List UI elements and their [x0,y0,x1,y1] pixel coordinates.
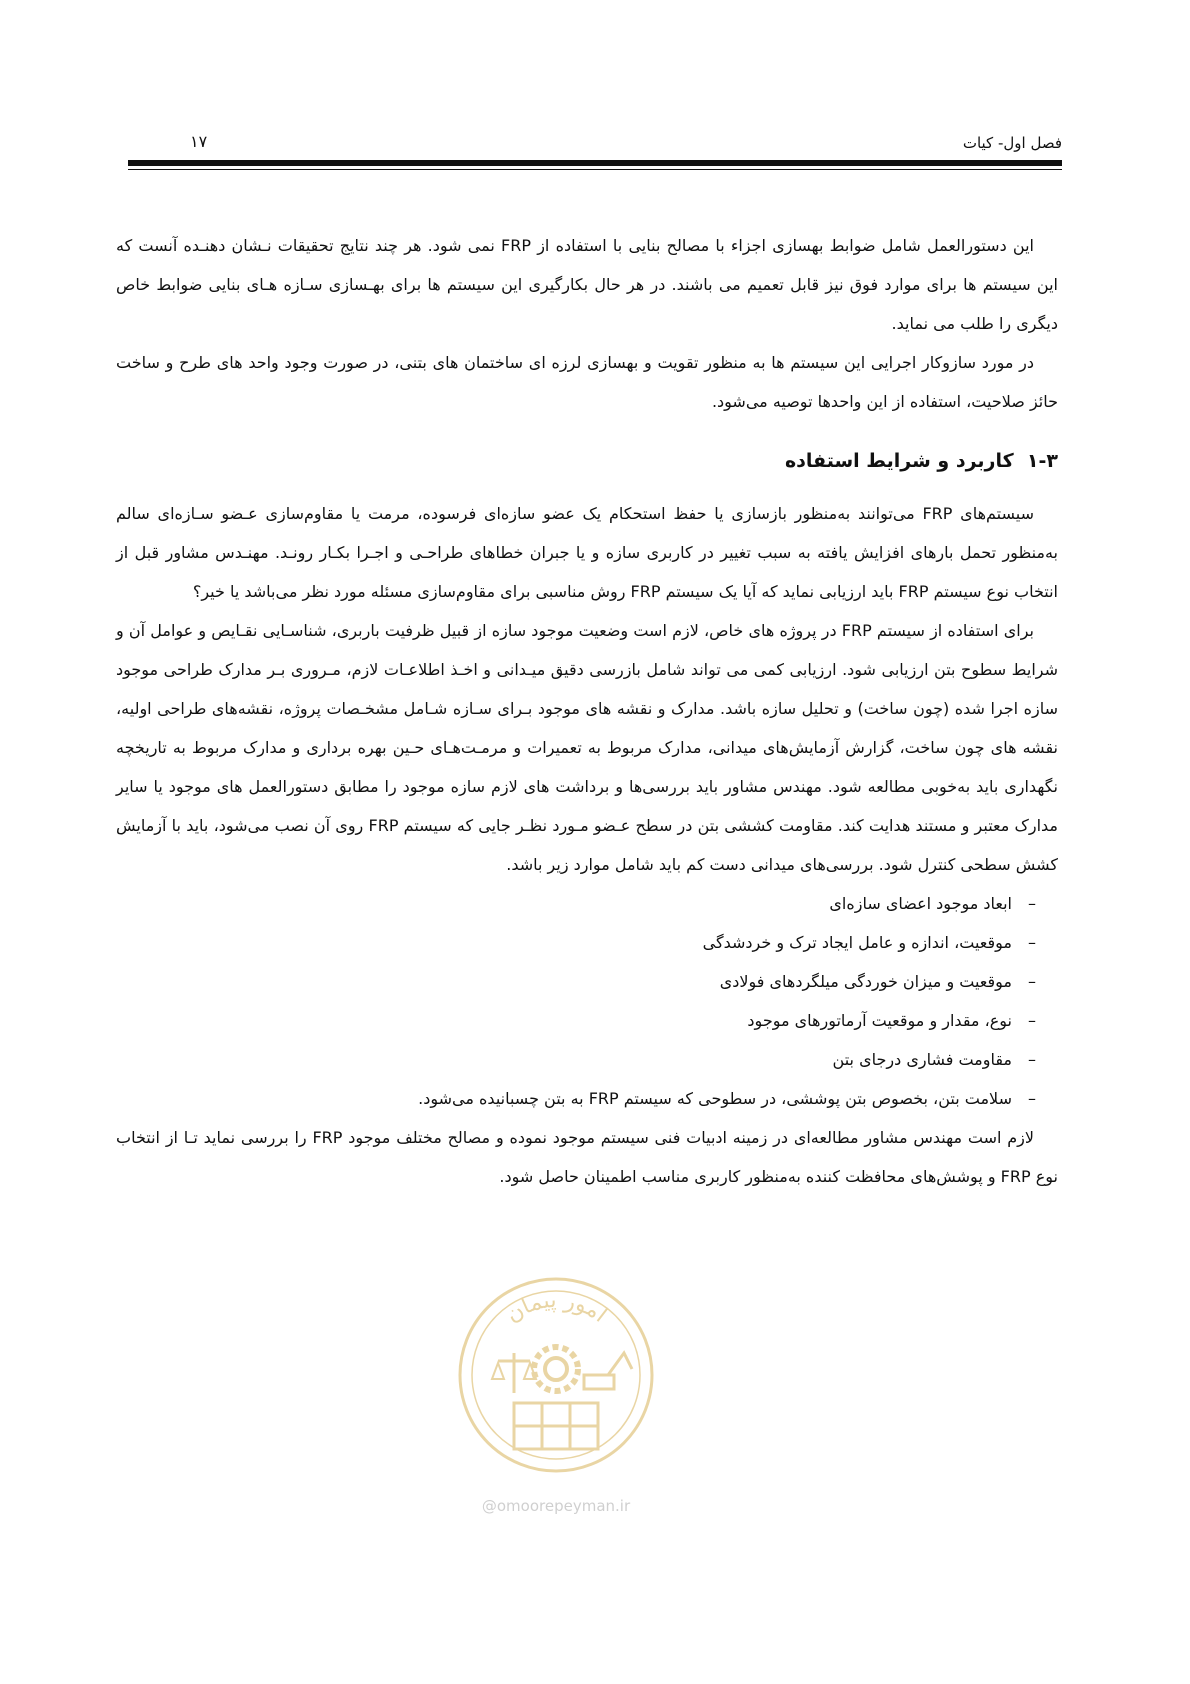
paragraph: این دستورالعمل شامل ضوابط بهسازی اجزاء با مصالح بنایی با استفاده از FRP نمی شود. هر چند نتایج تحقیقات نـشان دهنـده آنست که این سیستم ها برای موارد فوق نیز قابل تعمیم می باشند. در هر حال بکارگیری این سیستم ها برای بهـسازی سـازه هـای بنایی ضوابط خاص دیگری را طلب می نماید. [116,236,1058,333]
list-item [116,884,1036,923]
bullet-dash: – [1028,1050,1036,1069]
list-item [116,1079,1036,1118]
page-number: ۱۷ [190,132,208,151]
paragraph: لازم است مهندس مشاور مطالعه‌ای در زمینه ادبیات فنی سیستم موجود نموده و مصالح مختلف موجود FRP را بررسی نماید تـا از انتخاب نوع FRP و پوشش‌های محافظت کننده به‌منظور کاربری مناسب اطمینان حاصل شود. [116,1128,1058,1186]
list-item-text: سلامت بتن، بخصوص بتن پوششی، در سطوحی که سیستم FRP به بتن چسبانیده می‌شود. [418,1089,1012,1108]
section-title: کاربرد و شرایط استفاده [784,450,1014,472]
watermark-emblem-icon [456,1265,656,1491]
list-item-text: موقعیت، اندازه و عامل ایجاد ترک و خردشدگی [702,933,1012,952]
watermark-domain: @omoorepeyman.ir [481,1497,631,1515]
list-item-text: ابعاد موجود اعضای سازه‌ای [829,894,1012,913]
list-item-text: نوع، مقدار و موقعیت آرماتورهای موجود [747,1011,1012,1030]
gear-icon [534,1347,578,1391]
paragraph: سیستم‌های FRP می‌توانند به‌منظور بازسازی یا حفظ استحکام یک عضو سازه‌ای فرسوده، مرمت یا مقاوم‌سازی عـضو سـازه‌ای سالم به‌منظور تحمل بارهای افزایش یافته به سبب تغییر در کاربری سازه و یا جبران خطاهای طراحـی و اجـرا بکـار رونـد. مهنـدس مشاور قبل از انتخاب نوع سیستم FRP باید ارزیابی نماید که آیا یک سیستم FRP روش مناسبی برای مقاوم‌سازی مسئله مورد نظر می‌باشد یا خیر؟ [116,504,1058,601]
bullet-dash: – [1028,1089,1036,1108]
bullet-dash: – [1028,894,1036,913]
inspection-items-list [116,884,1058,1118]
building-grid-icon [514,1403,598,1449]
list-item [116,1040,1036,1079]
section-number: ۱-۳ [1026,450,1058,472]
list-item-text: موقعیت و میزان خوردگی میلگردهای فولادی [719,972,1012,991]
list-item [116,923,1036,962]
list-item-text: مقاومت فشاری درجای بتن [832,1050,1012,1069]
header-rule-thick [128,160,1062,166]
section-heading [116,442,1058,481]
list-item [116,962,1036,1001]
bullet-dash: – [1028,972,1036,991]
excavator-icon [584,1353,632,1389]
paragraph: در مورد سازوکار اجرایی این سیستم ها به منظور تقویت و بهسازی لرزه ای ساختمان های بتنی، در صورت وجود واحد های طرح و ساخت حائز صلاحیت، استفاده از این واحدها توصیه می‌شود. [116,353,1058,411]
paragraph: برای استفاده از سیستم FRP در پروژه های خاص، لازم است وضعیت موجود سازه از قبیل ظرفیت باربری، شناسـایی نقـایص و عوامل آن و شرایط سطوح بتن ارزیابی شود. ارزیابی کمی می تواند شامل بازرسی دقیق میـدانی و اخـذ اطلاعـات لازم، مـروری بـر مدارک طراحی موجود سازه اجرا شده (چون ساخت) و تحلیل سازه باشد. مدارک و نقشه های موجود بـرای سـازه شـامل مشخـصات پروژه، نقشه‌های طراحی اولیه، نقشه های چون ساخت، گزارش آزمایش‌های میدانی، مدارک مربوط به تعمیرات و مرمـت‌هـای حـین بهره برداری و مدارک مربوط به تاریخچه نگهداری باید به‌خوبی مطالعه شود. مهندس مشاور باید بررسی‌ها و برداشت های لازم سازه موجود را مطابق دستورالعمل های موجود یا سایر مدارک معتبر و مستند هدایت کند. مقاومت کششی بتن در سطح عـضو مـورد نظـر جایی که سیستم FRP روی آن نصب می‌شود، باید با آزمایش کشش سطحی کنترل شود. بررسی‌های میدانی دست کم باید شامل موارد زیر باشد. [116,621,1058,874]
bullet-dash: – [1028,1011,1036,1030]
emblem-arc-text: امور پیمان [501,1287,612,1328]
list-item [116,1001,1036,1040]
bullet-dash: – [1028,933,1036,952]
watermark [456,1265,656,1525]
body-content [116,226,1058,1196]
page-header [128,130,1062,170]
chapter-title: فصل اول- کیات [962,134,1062,152]
scales-icon [492,1353,536,1393]
header-rule-thin [128,169,1062,170]
